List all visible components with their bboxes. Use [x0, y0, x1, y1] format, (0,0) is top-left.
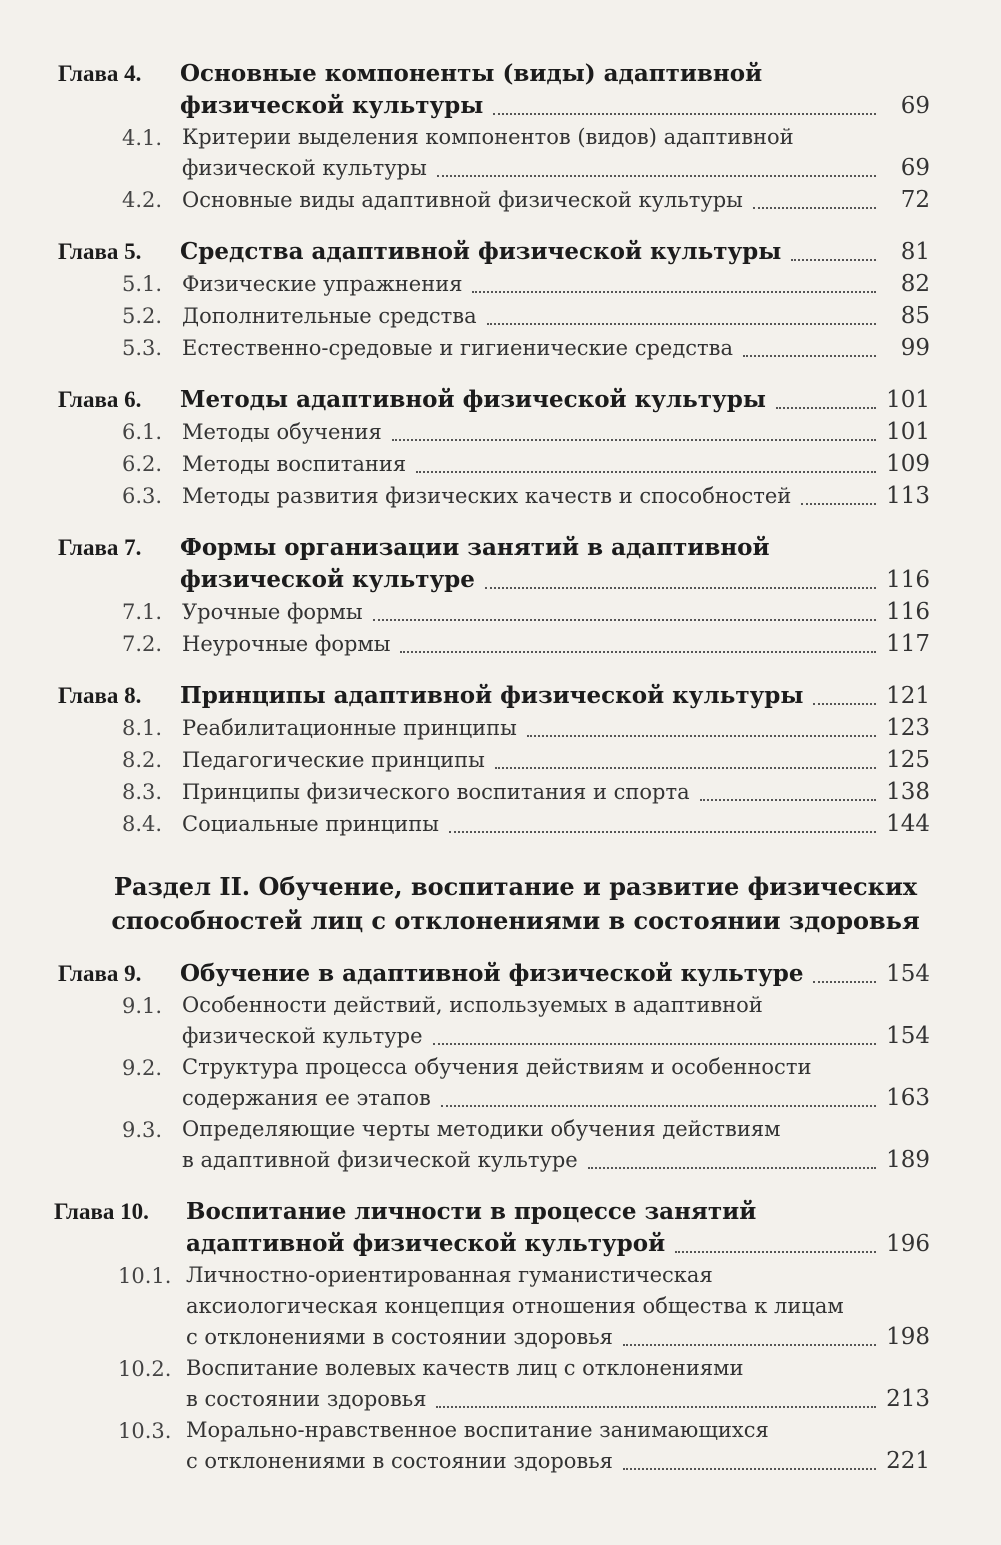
title-line: физической культуры [180, 92, 484, 119]
dot-leader [400, 651, 876, 653]
chapter-number: Глава 10. [54, 1199, 149, 1224]
section-number: 8.3. [122, 780, 163, 804]
dot-leader [392, 439, 876, 441]
toc-section-row[interactable] [0, 122, 930, 184]
section-title [182, 481, 886, 512]
page-number: 99 [900, 335, 930, 361]
title-line: Средства адаптивной физической культуры [180, 238, 782, 265]
toc-chapter-row[interactable] [0, 532, 930, 596]
page-number: 138 [886, 779, 930, 805]
title-line: Формы организации занятий в адаптивной [180, 534, 770, 561]
title-line: Определяющие черты методики обучения действиям [182, 1117, 781, 1141]
title-line: с отклонениями в состоянии здоровья [186, 1449, 613, 1473]
section-title [182, 301, 886, 332]
title-line: Личностно-ориентированная гуманистическая [186, 1263, 713, 1287]
title-line: Обучение в адаптивной физической культуре [180, 960, 804, 987]
section-title [182, 777, 886, 808]
title-line: Методы воспитания [182, 452, 407, 476]
title-line: Критерии выделения компонентов (видов) адаптивной [182, 125, 794, 149]
part-heading-line: Раздел II. Обучение, воспитание и развитие физических [113, 872, 918, 901]
section-number: 8.2. [122, 748, 163, 772]
section-number: 6.3. [122, 484, 163, 508]
section-title [182, 990, 886, 1052]
page-number: 154 [886, 961, 930, 987]
dot-leader [813, 981, 876, 983]
page-number: 198 [886, 1324, 930, 1350]
dot-leader [433, 1043, 877, 1045]
chapter-title [180, 58, 886, 122]
chapter-number: Глава 7. [58, 535, 142, 560]
page-number: 109 [886, 451, 930, 477]
section-number: 7.2. [122, 632, 163, 656]
dot-leader [485, 587, 876, 589]
toc-section-row[interactable] [0, 1052, 930, 1114]
dot-leader [472, 291, 876, 293]
section-number: 6.2. [122, 452, 163, 476]
section-number: 5.1. [122, 272, 163, 296]
toc-chapter-row[interactable] [0, 384, 930, 416]
title-line: адаптивной физической культурой [186, 1230, 666, 1257]
page-number: 196 [886, 1231, 930, 1257]
toc-chapter-row[interactable] [0, 680, 930, 712]
title-line: Педагогические принципы [182, 748, 485, 772]
title-line: Реабилитационные принципы [182, 716, 517, 740]
toc-chapter-row[interactable] [0, 236, 930, 268]
title-line: физической культуре [182, 1024, 423, 1048]
part-heading [0, 870, 1001, 938]
title-line: Урочные формы [182, 600, 363, 624]
title-line: содержания ее этапов [182, 1086, 431, 1110]
title-line: Принципы физического воспитания и спорта [182, 780, 690, 804]
page-number: 123 [886, 715, 930, 741]
section-title [182, 809, 886, 840]
chapter-number: Глава 9. [58, 961, 142, 986]
dot-leader [700, 799, 876, 801]
dot-leader [675, 1251, 876, 1253]
dot-leader [493, 113, 876, 115]
page-number: 154 [886, 1023, 930, 1049]
chapter-number: Глава 6. [58, 387, 142, 412]
page-number: 189 [886, 1147, 930, 1173]
section-title [182, 333, 886, 364]
dot-leader [527, 735, 876, 737]
title-line: Структура процесса обучения действиям и особенности [182, 1055, 812, 1079]
table-of-contents [0, 58, 1001, 1477]
toc-section-row[interactable] [0, 596, 930, 628]
title-line: физической культуры [182, 156, 427, 180]
dot-leader [776, 407, 876, 409]
page-number: 213 [886, 1386, 930, 1412]
section-number: 10.2. [118, 1357, 172, 1381]
toc-section-row[interactable] [0, 480, 930, 512]
toc-section-row[interactable] [0, 268, 930, 300]
title-line: Основные виды адаптивной физической культуры [182, 188, 743, 212]
section-number: 5.2. [122, 304, 163, 328]
title-line: Естественно-средовые и гигиенические средства [182, 336, 734, 360]
section-number: 9.1. [122, 994, 163, 1018]
dot-leader [623, 1468, 876, 1470]
page-number: 81 [900, 239, 930, 265]
section-number: 9.2. [122, 1056, 163, 1080]
toc-section-row[interactable] [0, 416, 930, 448]
toc-section-row[interactable] [0, 808, 930, 840]
page-number: 125 [886, 747, 930, 773]
title-line: аксиологическая концепция отношения общества к лицам [186, 1294, 844, 1318]
title-line: Социальные принципы [182, 812, 439, 836]
chapter-title [180, 958, 886, 990]
chapter-number: Глава 5. [58, 239, 142, 264]
section-title [182, 713, 886, 744]
section-title [182, 417, 886, 448]
toc-section-row[interactable] [0, 628, 930, 660]
title-line: Дополнительные средства [182, 304, 477, 328]
dot-leader [791, 259, 876, 261]
toc-section-row[interactable] [0, 712, 930, 744]
chapter-number: Глава 4. [58, 61, 142, 86]
toc-chapter-row[interactable] [0, 1196, 930, 1260]
section-number: 7.1. [122, 600, 163, 624]
chapter-title [180, 236, 886, 268]
toc-section-row[interactable] [0, 448, 930, 480]
chapter-number: Глава 8. [58, 683, 142, 708]
page-number: 113 [886, 483, 930, 509]
toc-section-row[interactable] [0, 1114, 930, 1176]
chapter-title [186, 1196, 886, 1260]
toc-section-row[interactable] [0, 300, 930, 332]
toc-section-row[interactable] [0, 776, 930, 808]
page-number: 69 [900, 93, 930, 119]
page-number: 101 [886, 387, 930, 413]
title-line: Воспитание волевых качеств лиц с отклонениями [186, 1356, 744, 1380]
chapter-title [180, 384, 886, 416]
page-number: 116 [886, 567, 930, 593]
title-line: Физические упражнения [182, 272, 463, 296]
page-number: 221 [886, 1448, 930, 1474]
dot-leader [495, 767, 876, 769]
dot-leader [416, 471, 876, 473]
title-line: Неурочные формы [182, 632, 391, 656]
title-line: в состоянии здоровья [186, 1387, 427, 1411]
title-line: Принципы адаптивной физической культуры [180, 682, 804, 709]
dot-leader [487, 323, 876, 325]
page-number: 163 [886, 1085, 930, 1111]
title-line: Основные компоненты (виды) адаптивной [180, 60, 763, 87]
page-number: 117 [886, 631, 930, 657]
chapter-title [180, 532, 886, 596]
dot-leader [813, 703, 876, 705]
section-title [182, 185, 886, 216]
section-title [186, 1260, 886, 1353]
title-line: физической культуре [180, 566, 475, 593]
section-title [182, 745, 886, 776]
page-number: 72 [900, 187, 930, 213]
toc-section-row[interactable] [0, 1353, 930, 1415]
toc-section-row[interactable] [0, 1260, 930, 1353]
dot-leader [449, 831, 876, 833]
dot-leader [441, 1105, 876, 1107]
toc-section-row[interactable] [0, 332, 930, 364]
section-number: 6.1. [122, 420, 163, 444]
section-number: 5.3. [122, 336, 163, 360]
title-line: Методы развития физических качеств и способностей [182, 484, 792, 508]
dot-leader [753, 207, 876, 209]
section-title [182, 122, 886, 184]
part-heading-line: способностей лиц с отклонениями в состоянии здоровья [111, 906, 920, 935]
title-line: Методы адаптивной физической культуры [180, 386, 766, 413]
toc-section-row[interactable] [0, 1415, 930, 1477]
title-line: с отклонениями в состоянии здоровья [186, 1325, 613, 1349]
dot-leader [373, 619, 876, 621]
page-number: 82 [900, 271, 930, 297]
title-line: Воспитание личности в процессе занятий [186, 1198, 757, 1225]
section-number: 8.4. [122, 812, 163, 836]
page-number: 121 [886, 683, 930, 709]
page-number: 101 [886, 419, 930, 445]
page-number: 85 [900, 303, 930, 329]
toc-chapter-row[interactable] [0, 58, 930, 122]
section-number: 10.3. [118, 1419, 172, 1443]
title-line: Методы обучения [182, 420, 382, 444]
title-line: Морально-нравственное воспитание занимающихся [186, 1418, 769, 1442]
dot-leader [623, 1344, 876, 1346]
chapter-title [180, 680, 886, 712]
dot-leader [437, 175, 876, 177]
section-title [186, 1415, 886, 1477]
dot-leader [743, 355, 876, 357]
section-number: 4.2. [122, 188, 163, 212]
toc-section-row[interactable] [0, 990, 930, 1052]
title-line: в адаптивной физической культуре [182, 1148, 578, 1172]
section-number: 8.1. [122, 716, 163, 740]
toc-section-row[interactable] [0, 744, 930, 776]
title-line: Особенности действий, используемых в адаптивной [182, 993, 763, 1017]
section-title [182, 597, 886, 628]
section-title [186, 1353, 886, 1415]
dot-leader [436, 1406, 876, 1408]
section-number: 10.1. [118, 1264, 172, 1288]
dot-leader [588, 1167, 876, 1169]
section-number: 9.3. [122, 1118, 163, 1142]
section-title [182, 1114, 886, 1176]
page-number: 69 [900, 155, 930, 181]
page-number: 116 [886, 599, 930, 625]
toc-chapter-row[interactable] [0, 958, 930, 990]
section-title [182, 1052, 886, 1114]
dot-leader [801, 503, 876, 505]
section-title [182, 629, 886, 660]
section-number: 4.1. [122, 126, 163, 150]
section-title [182, 449, 886, 480]
toc-section-row[interactable] [0, 184, 930, 216]
section-title [182, 269, 886, 300]
page-number: 144 [886, 811, 930, 837]
